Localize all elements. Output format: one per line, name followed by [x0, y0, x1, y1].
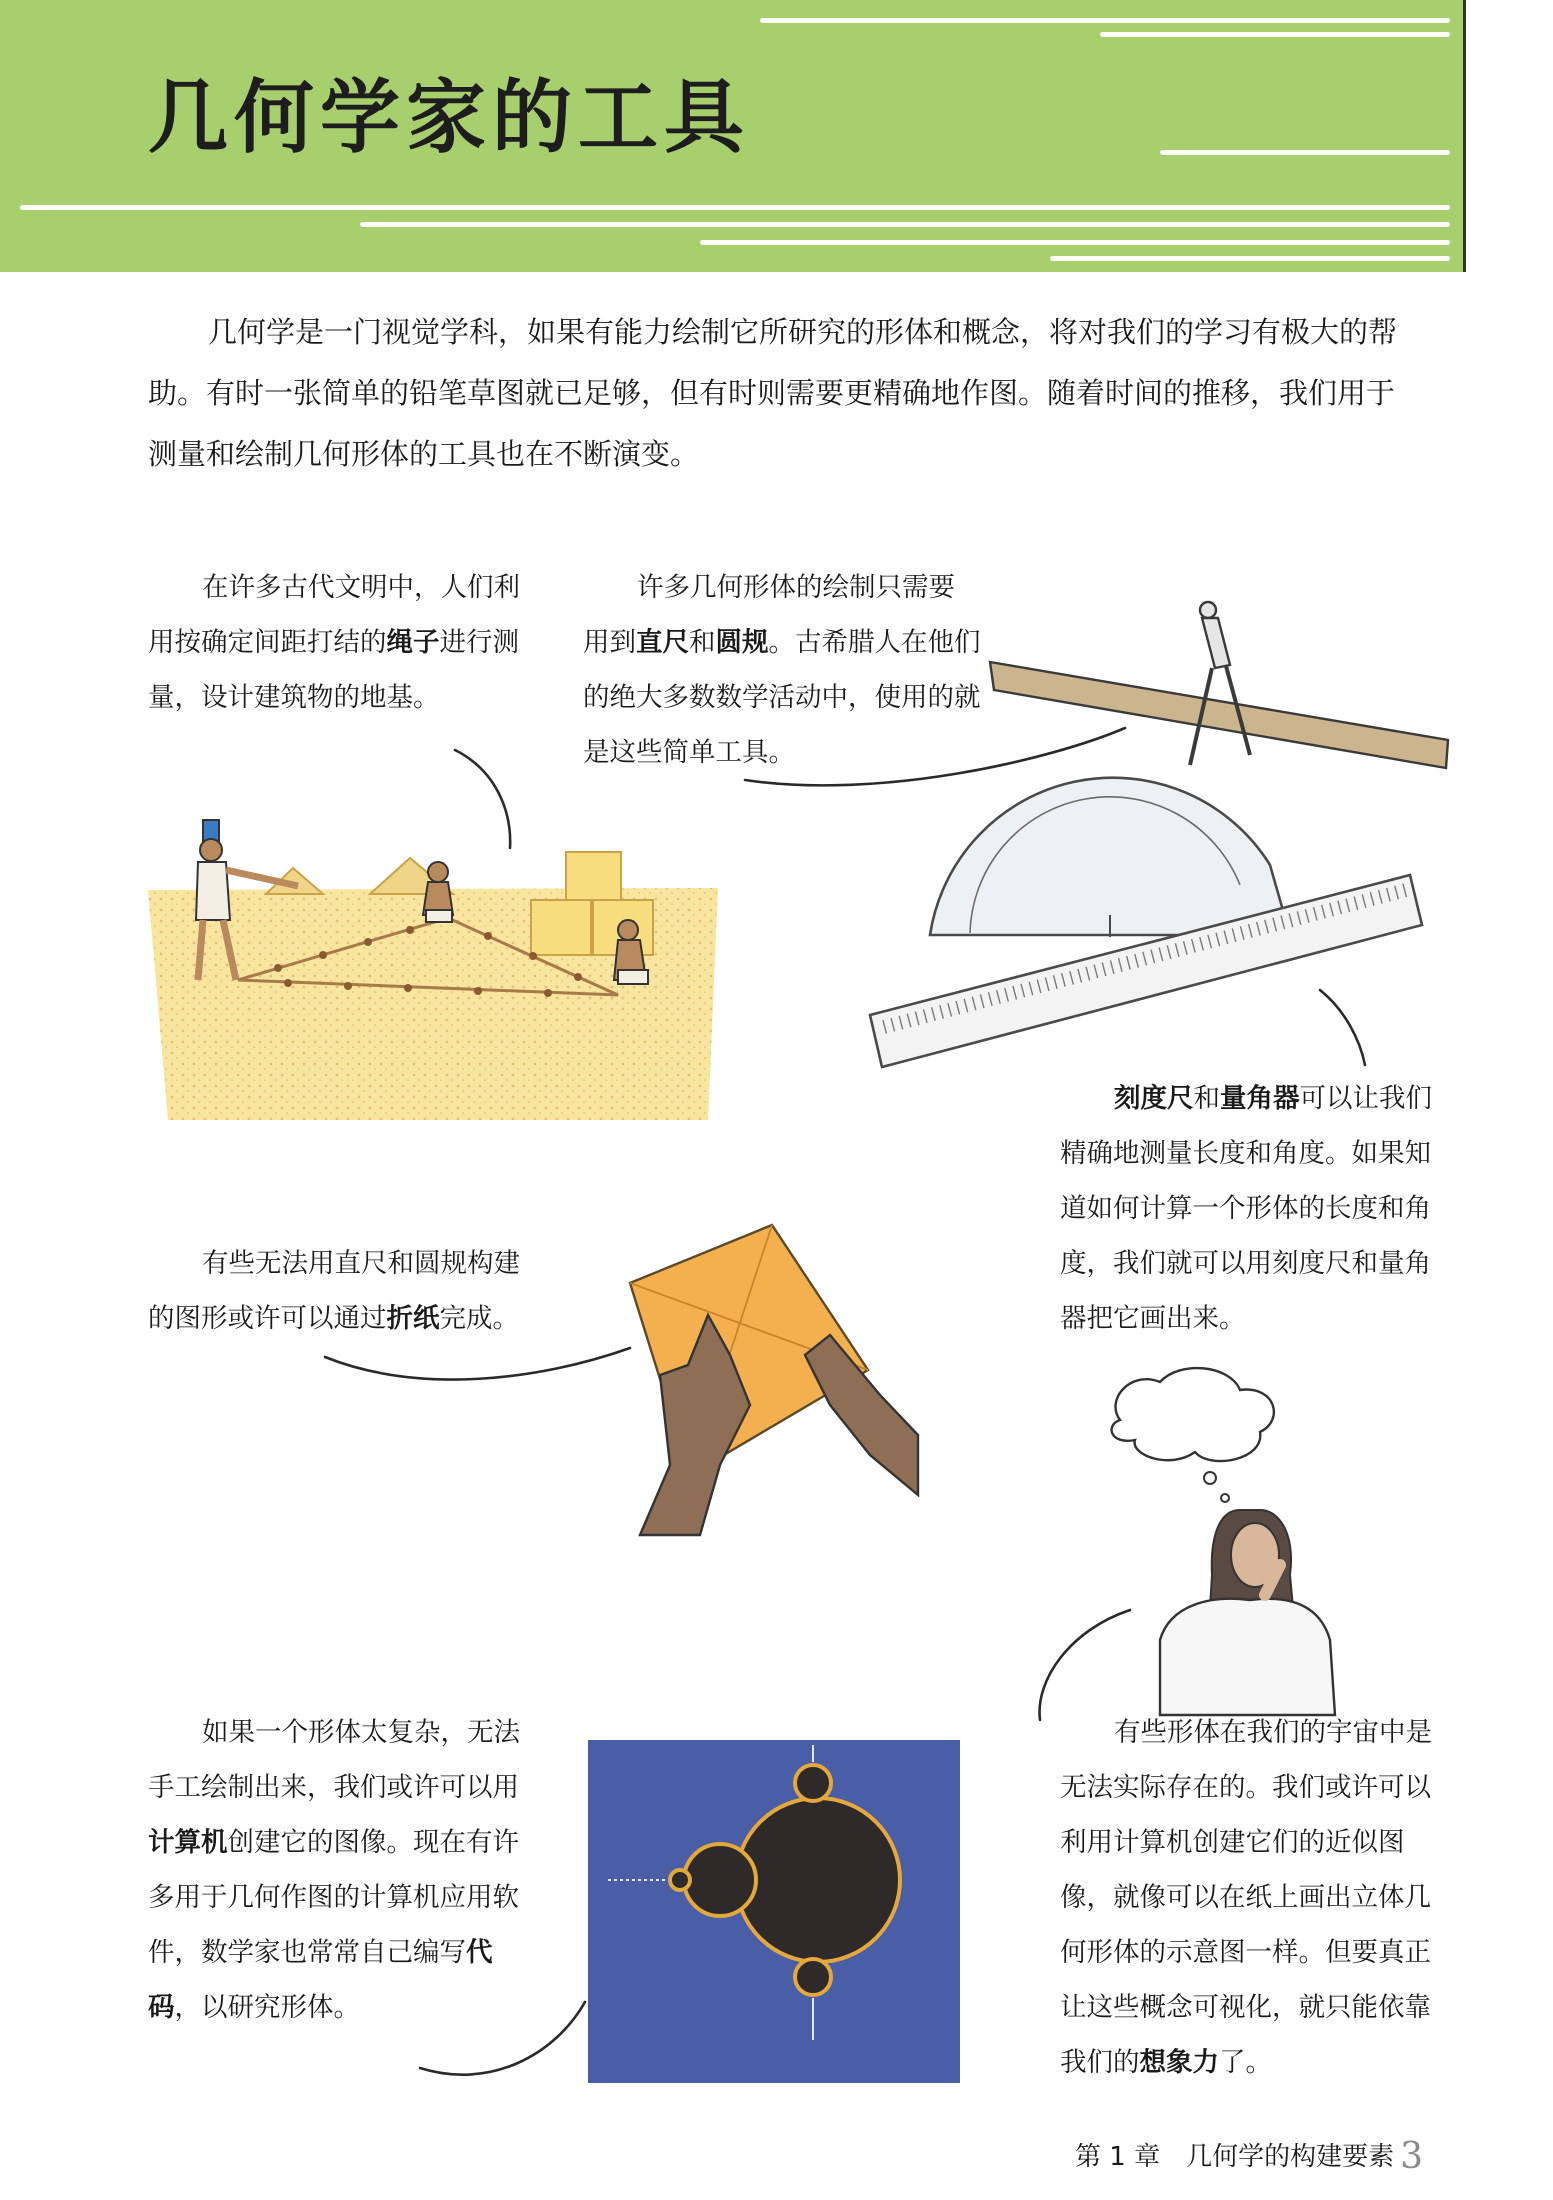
keyword-origami: 折纸 — [386, 1303, 440, 1334]
keyword-ruler: 刻度尺 — [1114, 1083, 1194, 1114]
rope-caption: 在许多古代文明中，人们利用按确定间距打结的绳子进行测量，设计建筑物的地基。 — [148, 572, 520, 713]
thinking-girl-illustration — [1100, 1360, 1360, 1715]
imagination-caption: 有些形体在我们的宇宙中是无法实际存在的。我们或许可以利用计算机创建它们的近似图像，就像可以在纸上画出立体几何形体的示意图一样。但要真正让这些概念可视化，就只能依靠我们的想象力了。 — [1060, 1717, 1432, 2078]
straightedge-compass-illustration — [990, 590, 1460, 770]
shirt — [1160, 1599, 1335, 1715]
keyword-imagination: 想象力 — [1139, 2047, 1219, 2078]
straightedge-icon — [990, 662, 1448, 768]
page-title: 几何学家的工具 — [148, 71, 750, 164]
compass-caption: 许多几何形体的绘制只需要用到直尺和圆规。古希腊人在他们的绝大多数数学活动中，使用的就是这些简单工具。 — [583, 572, 981, 768]
keyword-computer: 计算机 — [148, 1827, 228, 1858]
page-number: 3 — [1400, 2136, 1423, 2177]
keyword-rope: 绳子 — [386, 627, 440, 658]
protractor-ruler-illustration — [870, 785, 1430, 1125]
fractal-illustration — [588, 1740, 960, 2083]
compass-icon — [1190, 602, 1250, 765]
thought-bubble-icon — [1112, 1368, 1274, 1461]
keyword-compass: 圆规 — [715, 627, 769, 658]
computer-caption: 如果一个形体太复杂，无法手工绘制出来，我们或许可以用计算机创建它的图像。现在有许多用于几何作图的计算机应用软件，数学家也常常自己编写代码，以研究形体。 — [148, 1717, 520, 2023]
intro-paragraph: 几何学是一门视觉学科，如果有能力绘制它所研究的形体和概念，将对我们的学习有极大的帮助。有时一张简单的铅笔草图就已足够，但有时则需要更精确地作图。随着时间的推移，我们用于测量和绘制几何形体的工具也在不断演变。 — [148, 315, 1398, 471]
page-footer — [1075, 2136, 1423, 2177]
footer-section: 几何学的构建要素 — [1186, 2142, 1395, 2172]
protractor-icon — [930, 778, 1290, 937]
keyword-protractor: 量角器 — [1220, 1083, 1300, 1114]
rope-surveyors-illustration — [148, 820, 718, 1120]
footer-chapter: 第 1 章 — [1075, 2142, 1161, 2172]
keyword-straightedge: 直尺 — [636, 627, 689, 658]
origami-illustration — [600, 1205, 920, 1535]
origami-caption: 有些无法用直尺和圆规构建的图形或许可以通过折纸完成。 — [148, 1248, 520, 1334]
keyword-code: 代码 — [148, 1937, 493, 2023]
ruler-caption: 刻度尺和量角器可以让我们精确地测量长度和角度。如果知道如何计算一个形体的长度和角度，我们就可以用刻度尺和量角器把它画出来。 — [1060, 1083, 1432, 1334]
worker-figure — [423, 862, 453, 922]
